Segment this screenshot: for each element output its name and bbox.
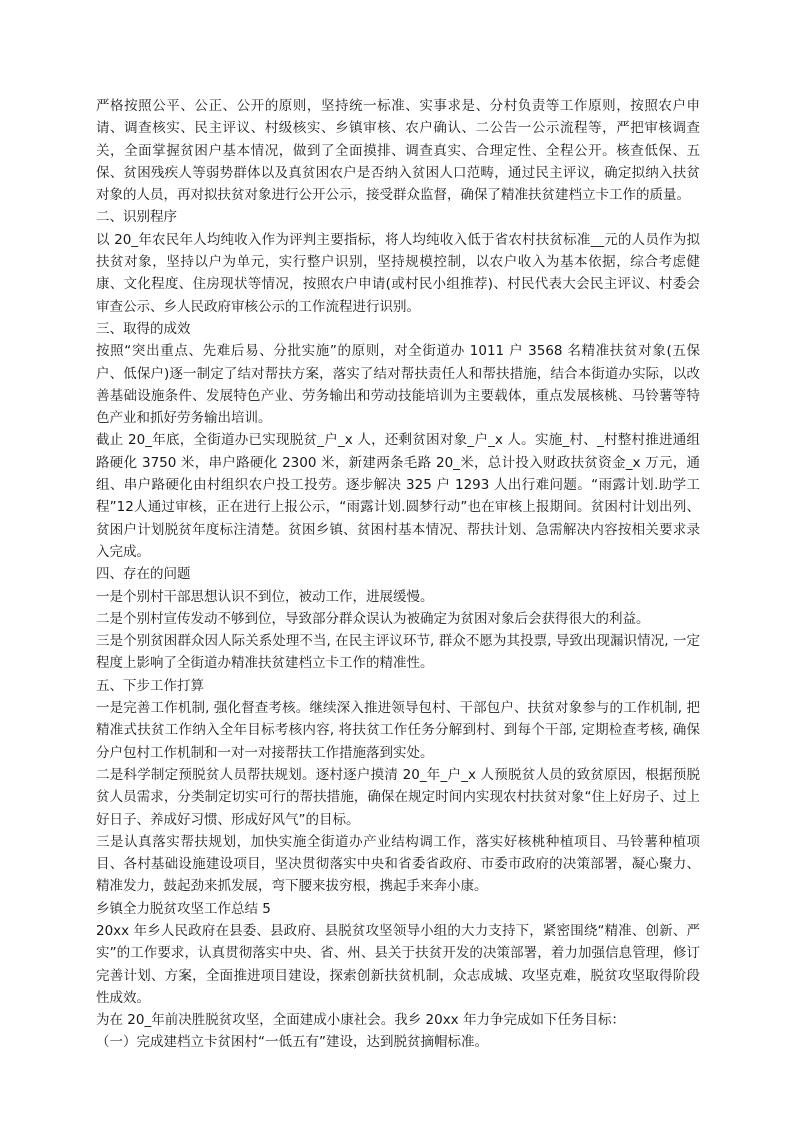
heading-identification-procedure: 二、识别程序 bbox=[96, 209, 177, 226]
paragraph-problem-3: 三是个别贫困群众因人际关系处理不当, 在民主评议环节, 群众不愿为其投票, 导致出现漏识情况, 一定程度上影响了全街道办精准扶贫建档立卡工作的精准性。 bbox=[96, 633, 700, 672]
paragraph-identification-procedure: 以 20_年农民年人均纯收入作为评判主要指标，将人均纯收入低于省农村扶贫标准__元的人员作为拟扶贫对象，坚持以户为单元，实行整户识别，坚持规模控制，以农户收入为基本依据，综合考虑健康、文化程度、住房现状等情况，按照农户申请(或村民小组推荐)、村民代表大会民主评议、村委会审查公示、乡人民政府审核公示的工作流程进行识别。 bbox=[96, 231, 700, 315]
paragraph-next-step-3: 三是认真落实帮扶规划，加快实施全街道办产业结构调工作，落实好核桃种植项目、马铃薯种植项目、各村基础设施建设项目，坚决贯彻落实中央和省委省政府、市委市政府的决策部署，凝心聚力、精准发力，鼓起劲来抓发展，弯下腰来拔穷根，携起手来奔小康。 bbox=[96, 833, 700, 895]
document-body bbox=[96, 95, 700, 1054]
paragraph-achievements-plan: 按照“突出重点、先难后易、分批实施”的原则，对全街道办 1011 户 3568 名精准扶贫对象(五保户、低保户)逐一制定了结对帮扶方案，落实了结对帮扶责任人和帮扶措施，结合本街道办实际，以改善基础设施条件、发展特色产业、劳务输出和劳动技能培训为主要载体，重点发展核桃、马铃薯等特色产业和抓好劳务输出培训。 bbox=[96, 343, 700, 427]
paragraph-review-principles: 严格按照公平、公正、公开的原则，坚持统一标准、实事求是、分村负责等工作原则，按照农户申请、调查核实、民主评议、村级核实、乡镇审核、农户确认、二公告一公示流程等，严把审核调查关，全面掌握贫困户基本情况，做到了全面摸排、调查真实、合理定性、全程公开。核查低保、五保、贫困残疾人等弱势群体以及真贫困农户是否纳入贫困人口范畴，通过民主评议，确定拟纳入扶贫对象的人员，再对拟扶贫对象进行公开公示，接受群众监督，确保了精准扶贫建档立卡工作的质量。 bbox=[96, 98, 700, 204]
paragraph-summary-5-intro: 20xx 年乡人民政府在县委、县政府、县脱贫攻坚领导小组的大力支持下，紧密围绕“精准、创新、严实”的工作要求，认真贯彻落实中央、省、州、县关于扶贫开发的决策部署，着力加强信息管理，修订完善计划、方案，全面推进项目建设，探索创新扶贫机制，众志成城、攻坚克难，脱贫攻坚取得阶段性成效。 bbox=[96, 922, 700, 1006]
paragraph-problem-1: 一是个别村干部思想认识不到位，被动工作，进展缓慢。 bbox=[96, 588, 434, 605]
paragraph-next-step-1: 一是完善工作机制, 强化督查考核。继续深入推进领导包村、干部包户、扶贫对象参与的工作机制, 把精准式扶贫工作纳入全年目标考核内容, 将扶贫工作任务分解到村、到每个干部, 定期检查考核, 确保分户包村工作机制和一对一对接帮扶工作措施落到实处。 bbox=[96, 700, 700, 761]
paragraph-next-step-2: 二是科学制定预脱贫人员帮扶规划。逐村逐户摸清 20_年_户_x 人预脱贫人员的致贫原因，根据预脱贫人员需求，分类制定切实可行的帮扶措施，确保在规定时间内实现农村扶贫对象“住上好房子、过上好日子、养成好习惯、形成好风气”的目标。 bbox=[96, 766, 700, 828]
paragraph-achievements-results: 截止 20_年底，全街道办已实现脱贫_户_x 人，还剩贫困对象_户_x 人。实施_村、_村整村推进通组路硬化 3750 米，串户路硬化 2300 米，新建两条毛路 20_米，总计投入财政扶贫资金_x 万元，通组、串户路硬化由村组织农户投工投劳。逐步解决 325 户 1293 人出行难问题。“雨露计划.助学工程”12人通过审核，正在进行上报公示，“雨露计划.圆梦行动”也在审核上报期间。贫困村计划出列、贫困户计划脱贫年度标注清楚。贫困乡镇、贫困村基本情况、帮扶计划、急需解决内容按相关要求录入完成。 bbox=[96, 432, 700, 560]
paragraph-problem-2: 二是个别村宣传发动不够到位，导致部分群众误认为被确定为贫困对象后会获得很大的利益。 bbox=[96, 610, 650, 627]
heading-existing-problems: 四、存在的问题 bbox=[96, 566, 191, 583]
paragraph-goal-1: （一）完成建档立卡贫困村“一低五有”建设，达到脱贫摘帽标准。 bbox=[96, 1034, 488, 1051]
heading-summary-5: 乡镇全力脱贫攻坚工作总结 5 bbox=[96, 900, 271, 917]
heading-next-steps: 五、下步工作打算 bbox=[96, 677, 204, 694]
heading-achievements: 三、取得的成效 bbox=[96, 320, 191, 337]
paragraph-summary-5-goals: 为在 20_年前决胜脱贫攻坚，全面建成小康社会。我乡 20xx 年力争完成如下任务目标： bbox=[96, 1012, 625, 1029]
